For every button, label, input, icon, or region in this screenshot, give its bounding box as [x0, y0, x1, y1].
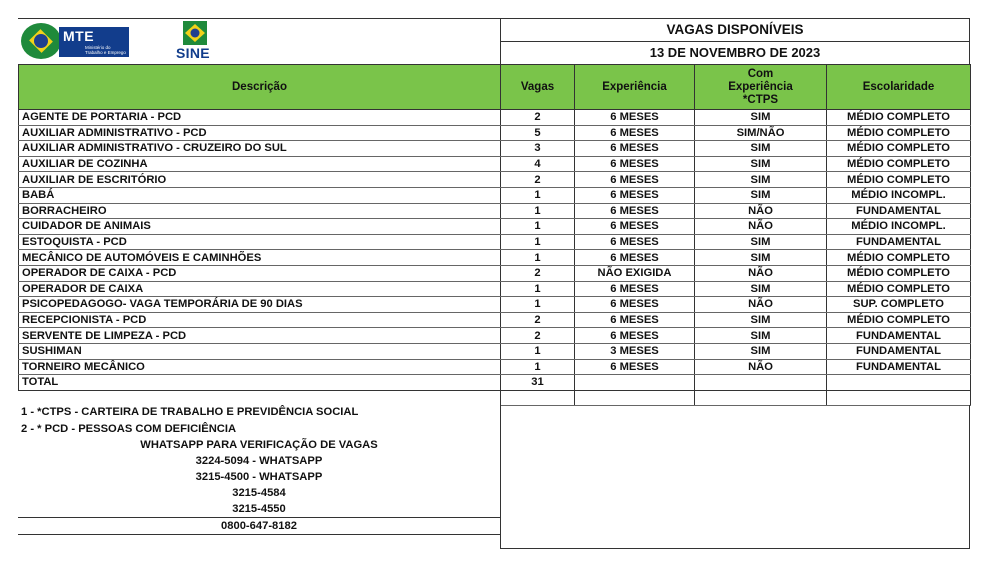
cell-escolaridade: SUP. COMPLETO: [827, 297, 971, 313]
sine-logo-text: SINE: [176, 45, 210, 61]
table-row: [19, 297, 971, 313]
column-header-ctps-label: Com Experiência *CTPS: [728, 67, 793, 106]
divider: [18, 517, 500, 518]
table-row: [19, 219, 971, 235]
note-ctps: 1 - *CTPS - CARTEIRA DE TRABALHO E PREVIDÊNCIA SOCIAL: [21, 406, 359, 418]
cell-escolaridade: MÉDIO INCOMPL.: [827, 187, 971, 203]
cell-ctps: NÃO: [695, 297, 827, 313]
cell-ctps: NÃO: [695, 265, 827, 281]
cell-descricao: AUXILIAR DE ESCRITÓRIO: [19, 172, 501, 188]
total-row: [19, 375, 971, 391]
cell-escolaridade: FUNDAMENTAL: [827, 203, 971, 219]
column-header-escolaridade: Escolaridade: [827, 65, 971, 110]
notes-section: [18, 403, 500, 535]
cell-descricao: BABÁ: [19, 187, 501, 203]
cell-escolaridade: MÉDIO COMPLETO: [827, 265, 971, 281]
cell-vagas: 1: [501, 297, 575, 313]
page-date: 13 DE NOVEMBRO DE 2023: [649, 45, 821, 60]
cell-escolaridade: MÉDIO INCOMPL.: [827, 219, 971, 235]
cell-vagas: 1: [501, 343, 575, 359]
cell-experiencia: 6 MESES: [575, 281, 695, 297]
cell-experiencia: 6 MESES: [575, 219, 695, 235]
cell-experiencia: 6 MESES: [575, 328, 695, 344]
cell-escolaridade: FUNDAMENTAL: [827, 234, 971, 250]
cell-descricao: AUXILIAR ADMINISTRATIVO - PCD: [19, 125, 501, 141]
cell-ctps: SIM: [695, 172, 827, 188]
cell-descricao: AGENTE DE PORTARIA - PCD: [19, 110, 501, 126]
cell-ctps: SIM: [695, 328, 827, 344]
cell-descricao: PSICOPEDAGOGO- VAGA TEMPORÁRIA DE 90 DIAS: [19, 297, 501, 313]
logo-header: [18, 18, 500, 65]
cell-escolaridade: MÉDIO COMPLETO: [827, 141, 971, 157]
table-row: [19, 281, 971, 297]
sine-logo: [173, 19, 217, 63]
cell-vagas: 4: [501, 156, 575, 172]
cell-escolaridade: MÉDIO COMPLETO: [827, 312, 971, 328]
cell-descricao: CUIDADOR DE ANIMAIS: [19, 219, 501, 235]
table-row: [19, 328, 971, 344]
cell-descricao: TORNEIRO MECÂNICO: [19, 359, 501, 375]
cell-ctps: SIM: [695, 141, 827, 157]
cell-experiencia: 6 MESES: [575, 187, 695, 203]
total-value: 31: [501, 375, 575, 391]
phone-number: 3224-5094 - WHATSAPP: [195, 455, 323, 467]
cell-escolaridade: FUNDAMENTAL: [827, 359, 971, 375]
mte-logo-text: MTE: [63, 28, 95, 44]
table-row: [19, 203, 971, 219]
cell-descricao: OPERADOR DE CAIXA: [19, 281, 501, 297]
cell-ctps: NÃO: [695, 359, 827, 375]
cell-descricao: AUXILIAR ADMINISTRATIVO - CRUZEIRO DO SUL: [19, 141, 501, 157]
whatsapp-heading: WHATSAPP PARA VERIFICAÇÃO DE VAGAS: [140, 439, 378, 451]
table-row: [19, 343, 971, 359]
column-header-vagas: Vagas: [501, 65, 575, 110]
cell-experiencia: 6 MESES: [575, 125, 695, 141]
brazil-emblem-icon: [21, 23, 61, 59]
cell-experiencia: 6 MESES: [575, 156, 695, 172]
mte-logo-subtitle: Ministério do Trabalho e Emprego: [85, 45, 126, 55]
phone-number: 3215-4500 - WHATSAPP: [195, 471, 323, 483]
empty-cell: [695, 390, 827, 405]
mte-logo: [21, 23, 127, 59]
column-header-experiencia: Experiência: [575, 65, 695, 110]
empty-cell: [575, 375, 695, 391]
column-header-descricao: Descrição: [19, 65, 501, 110]
table-header-row: [19, 65, 971, 110]
cell-escolaridade: MÉDIO COMPLETO: [827, 250, 971, 266]
cell-escolaridade: MÉDIO COMPLETO: [827, 110, 971, 126]
cell-descricao: RECEPCIONISTA - PCD: [19, 312, 501, 328]
cell-vagas: 1: [501, 187, 575, 203]
cell-ctps: SIM: [695, 281, 827, 297]
table-row: [19, 234, 971, 250]
cell-ctps: SIM: [695, 110, 827, 126]
table-row: [19, 187, 971, 203]
cell-vagas: 3: [501, 141, 575, 157]
empty-cell: [827, 375, 971, 391]
cell-vagas: 1: [501, 203, 575, 219]
table-row: [19, 156, 971, 172]
empty-cell: [501, 390, 575, 405]
cell-experiencia: 6 MESES: [575, 141, 695, 157]
cell-escolaridade: FUNDAMENTAL: [827, 343, 971, 359]
cell-vagas: 1: [501, 219, 575, 235]
table-row: [19, 250, 971, 266]
cell-vagas: 2: [501, 172, 575, 188]
cell-descricao: BORRACHEIRO: [19, 203, 501, 219]
cell-ctps: SIM: [695, 234, 827, 250]
cell-vagas: 1: [501, 250, 575, 266]
cell-escolaridade: MÉDIO COMPLETO: [827, 156, 971, 172]
cell-ctps: NÃO: [695, 219, 827, 235]
cell-escolaridade: FUNDAMENTAL: [827, 328, 971, 344]
cell-ctps: SIM: [695, 250, 827, 266]
cell-vagas: 1: [501, 234, 575, 250]
cell-escolaridade: MÉDIO COMPLETO: [827, 125, 971, 141]
empty-cell: [575, 390, 695, 405]
table-row: [19, 141, 971, 157]
cell-experiencia: 3 MESES: [575, 343, 695, 359]
cell-ctps: NÃO: [695, 203, 827, 219]
note-pcd: 2 - * PCD - PESSOAS COM DEFICIÊNCIA: [21, 423, 237, 435]
cell-experiencia: 6 MESES: [575, 203, 695, 219]
cell-experiencia: 6 MESES: [575, 297, 695, 313]
cell-vagas: 2: [501, 265, 575, 281]
phone-number: 3215-4584: [232, 487, 286, 499]
cell-descricao: AUXILIAR DE COZINHA: [19, 156, 501, 172]
cell-vagas: 2: [501, 312, 575, 328]
sine-flag-icon: [183, 21, 207, 45]
cell-escolaridade: MÉDIO COMPLETO: [827, 281, 971, 297]
cell-descricao: OPERADOR DE CAIXA - PCD: [19, 265, 501, 281]
title-box: [500, 18, 970, 64]
table-row: [19, 172, 971, 188]
cell-descricao: SUSHIMAN: [19, 343, 501, 359]
empty-block: [500, 405, 970, 549]
empty-cell: [827, 390, 971, 405]
cell-experiencia: 6 MESES: [575, 234, 695, 250]
table-row: [19, 110, 971, 126]
total-label: TOTAL: [19, 375, 501, 391]
cell-experiencia: 6 MESES: [575, 312, 695, 328]
divider: [18, 534, 500, 535]
cell-descricao: MECÂNICO DE AUTOMÓVEIS E CAMINHÕES: [19, 250, 501, 266]
cell-ctps: SIM: [695, 187, 827, 203]
cell-experiencia: 6 MESES: [575, 110, 695, 126]
cell-experiencia: 6 MESES: [575, 359, 695, 375]
cell-ctps: SIM: [695, 343, 827, 359]
table-row: [19, 359, 971, 375]
tollfree-number: 0800-647-8182: [221, 520, 297, 532]
cell-experiencia: 6 MESES: [575, 250, 695, 266]
cell-ctps: SIM: [695, 312, 827, 328]
phone-number: 3215-4550: [232, 503, 286, 515]
cell-descricao: SERVENTE DE LIMPEZA - PCD: [19, 328, 501, 344]
table-row: [19, 125, 971, 141]
empty-cell: [695, 375, 827, 391]
page-title: VAGAS DISPONÍVEIS: [501, 19, 969, 42]
cell-vagas: 5: [501, 125, 575, 141]
cell-vagas: 1: [501, 281, 575, 297]
cell-ctps: SIM: [695, 156, 827, 172]
vacancies-table: [18, 64, 971, 406]
cell-ctps: SIM/NÃO: [695, 125, 827, 141]
cell-escolaridade: MÉDIO COMPLETO: [827, 172, 971, 188]
cell-experiencia: 6 MESES: [575, 172, 695, 188]
cell-descricao: ESTOQUISTA - PCD: [19, 234, 501, 250]
table-row: [19, 312, 971, 328]
column-header-ctps: [695, 65, 827, 110]
cell-experiencia: NÃO EXIGIDA: [575, 265, 695, 281]
table-row: [19, 265, 971, 281]
cell-vagas: 1: [501, 359, 575, 375]
cell-vagas: 2: [501, 328, 575, 344]
cell-vagas: 2: [501, 110, 575, 126]
